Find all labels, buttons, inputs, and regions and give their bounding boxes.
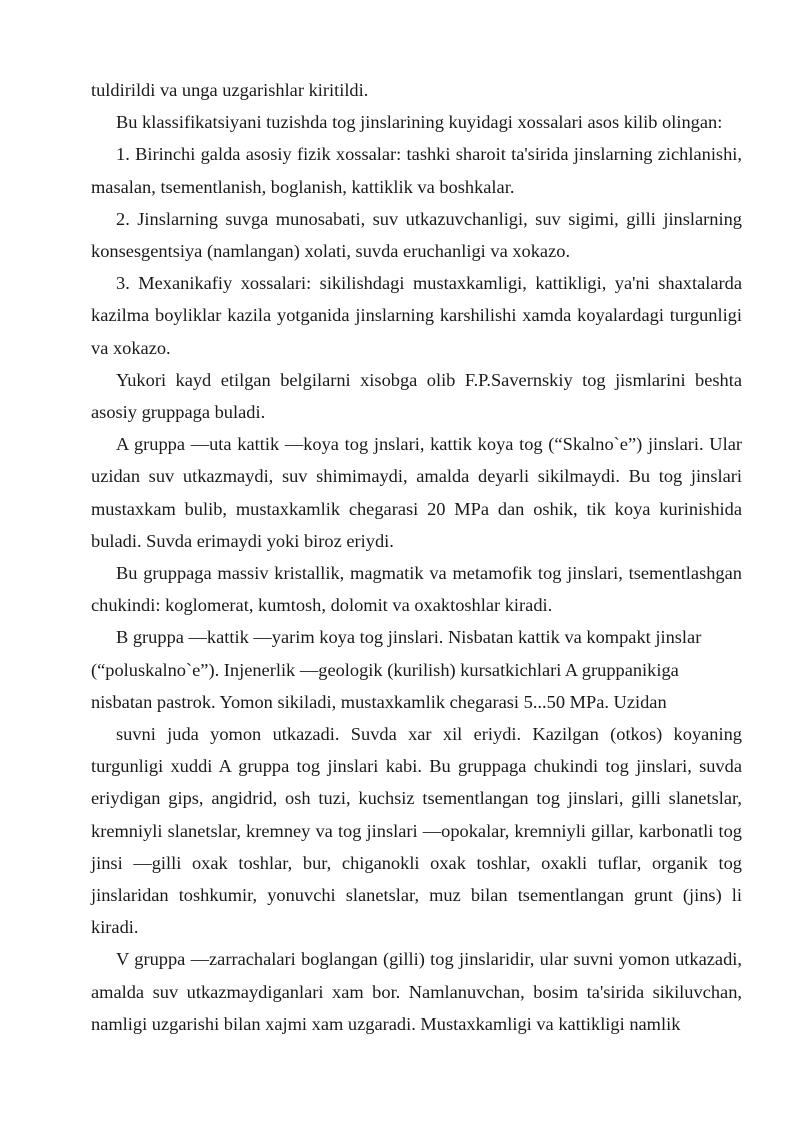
- paragraph-group-a: A gruppa —uta kattik —koya tog jnslari, kattik koya tog (“Skalno`e”) jinslari. Ular uzidan suv utkazmaydi, suv shimimaydi, amalda deyarli sikilmaydi. Bu tog jinslari mustaxkam bulib, mustaxkamlik chegarasi 20 MPa dan oshik, tik koya kurinishida buladi. Suvda erimaydi yoki biroz eriydi.: [91, 434, 742, 551]
- paragraph-item-1: 1. Birinchi galda asosiy fizik xossalar: tashki sharoit ta'sirida jinslarning zichlanishi, masalan, tsementlanish, boglanish, kattiklik va boshkalar.: [91, 144, 742, 197]
- paragraph-group-b-continued: suvni juda yomon utkazadi. Suvda xar xil eriydi. Kazilgan (otkos) koyaning turgunligi xuddi A gruppa tog jinslari kabi. Bu gruppaga chukindi tog jinslari, suvda eriydigan gips, angidrid, osh tuzi, kuchsiz tsementlangan tog jinslari, gilli slanetslar, kremniyli slanetslar, kremney va tog jinslari —opokalar, kremniyli gillar, karbonatli tog jinsi —gilli oxak toshlar, bur, chiganokli oxak toshlar, oxakli tuflar, organik tog jinslaridan toshkumir, yonuvchi slanetslar, muz bilan tsementlangan grunt (jins) li kiradi.: [91, 724, 742, 938]
- paragraph-continuation: tuldirildi va unga uzgarishlar kiritildi.: [91, 80, 369, 100]
- paragraph-item-3: 3. Mexanikafiy xossalari: sikilishdagi mustaxkamligi, kattikligi, ya'ni shaxtalarda kazilma boyliklar kazila yotganida jinslarning karshilishi xamda koyalardagi turgunligi va xokazo.: [91, 273, 742, 358]
- paragraph-group-b: B gruppa —kattik —yarim koya tog jinslari. Nisbatan kattik va kompakt jinslar (“poluskalno`e”). Injenerlik —geologik (kurilish) kursatkichlari A gruppanikiga nisbatan pastrok. Yomon sikiladi, mustaxkamlik chegarasi 5...50 MPa. Uzidan: [91, 627, 702, 712]
- paragraph-five-groups: Yukori kayd etilgan belgilarni xisobga olib F.P.Savernskiy tog jismlarini beshta asosiy gruppaga buladi.: [91, 369, 742, 423]
- paragraph-item-2: 2. Jinslarning suvga munosabati, suv utkazuvchanligi, suv sigimi, gilli jinslarning konsesgentsiya (namlangan) xolati, suvda eruchanligi va xokazo.: [91, 208, 742, 262]
- paragraph-classification-basis: Bu klassifikatsiyani tuzishda tog jinslarining kuyidagi xossalari asos kilib olingan:: [116, 112, 723, 133]
- paragraph-group-v: V gruppa —zarrachalari boglangan (gilli) tog jinslaridir, ular suvni yomon utkazadi, amalda suv utkazmaydiganlari xam bor. Namlanuvchan, bosim ta'sirida sikiluvchan, namligi uzgarishi bilan xajmi xam uzgaradi. Mustaxkamligi va kattikligi namlik: [91, 949, 742, 1034]
- paragraph-group-a-rocks: Bu gruppaga massiv kristallik, magmatik va metamofik tog jinslari, tsementlashgan chukindi: koglomerat, kumtosh, dolomit va oxaktoshlar kiradi.: [91, 563, 742, 616]
